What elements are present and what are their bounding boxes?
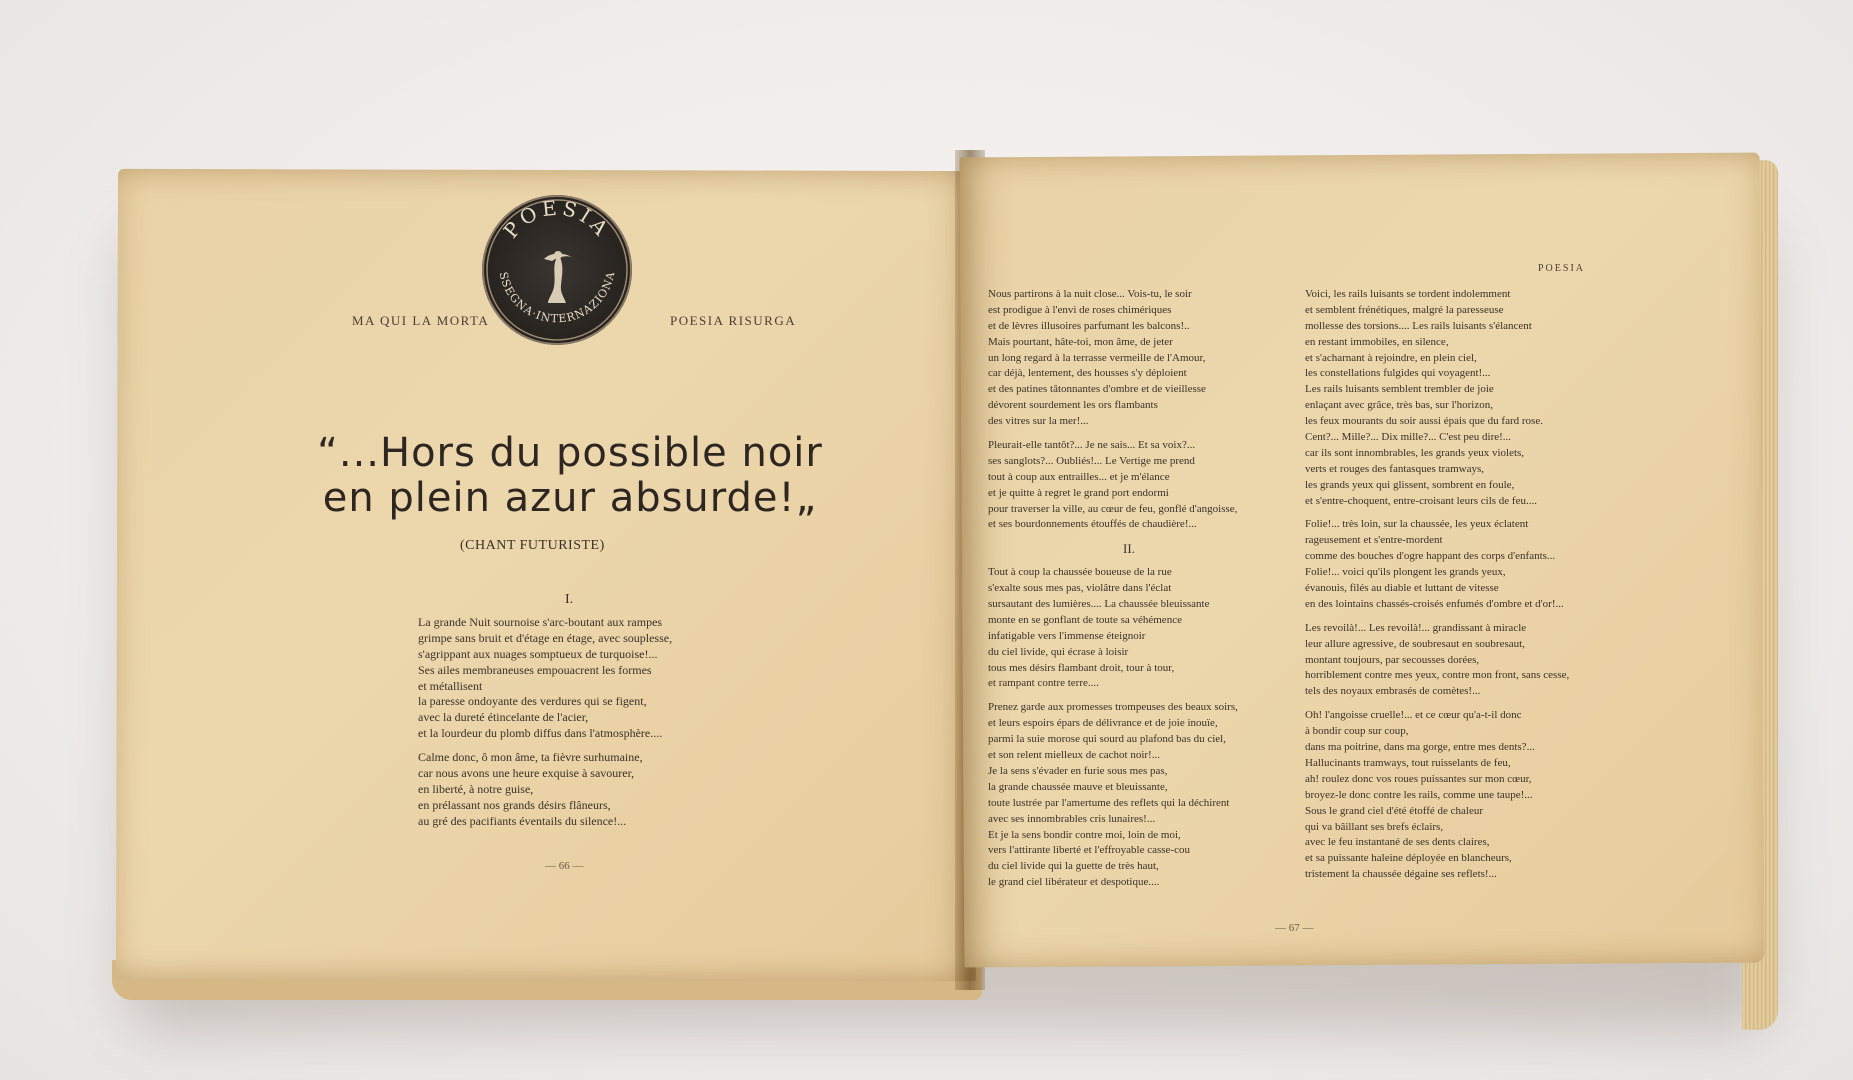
- verse-line: Folie!... voici qu'ils plongent les grands yeux,: [1305, 566, 1506, 579]
- verse-line: en liberté, à notre guise,: [418, 781, 534, 796]
- verse-line: Calme donc, ô mon âme, ta fièvre surhumaine,: [418, 750, 643, 764]
- verse-line: parmi la suie morose qui sourd au plafond bas du ciel,: [988, 733, 1226, 746]
- verse-line: des vitres sur la mer!...: [988, 415, 1089, 428]
- verse-line: enlaçant avec grâce, très bas, sur l'horizon,: [1305, 399, 1493, 412]
- svg-text:RASSEGNA·INTERNAZIONALE: SSEGNA·INTERNAZIONA: [496, 269, 618, 326]
- verse-line: et rampant contre terre....: [988, 677, 1099, 690]
- verse-line: et leurs espoirs épars de délivrance et de joie inouïe,: [988, 717, 1218, 730]
- verse-line: évanouis, filés au diable et luttant de vitesse: [1305, 582, 1499, 595]
- verse-line: mollesse des torsions.... Les rails luisants s'élancent: [1305, 319, 1532, 332]
- verse-line: ses sanglots?... Oubliés!... Le Vertige me prend: [988, 454, 1195, 467]
- verse-line: du ciel livide qui la guette de très haut,: [988, 860, 1159, 873]
- verse-line: verts et rouges des fantasques tramways,: [1305, 462, 1485, 475]
- seal-emblem-icon: [482, 195, 632, 345]
- verse-line: dévorent sourdement les ors flambants: [988, 399, 1158, 412]
- verse-line: comme des bouches d'ogre happant des corps d'enfants...: [1305, 550, 1556, 563]
- svg-text:POESIA: POESIA: [498, 195, 616, 243]
- verse-line: en des lointains chassés-croisés enfumés d'ombre et d'or!...: [1305, 597, 1564, 610]
- headline-line2: en plein azur absurde!„: [322, 475, 818, 521]
- verse-line: tout à coup aux entrailles... et je m'élance: [988, 470, 1170, 483]
- verse-line: est prodigue à l'envi de roses chimériques: [988, 303, 1172, 316]
- verse-line: les feux mourants du soir aussi épais que du fard rose.: [1305, 415, 1543, 428]
- verse-line: Oh! l'angoisse cruelle!... et ce cœur qu'a-t-il donc: [1305, 709, 1522, 722]
- verse-line: car déjà, lentement, des housses s'y déploient: [988, 367, 1187, 380]
- verse-line: montant toujours, par secousses dorées,: [1305, 653, 1480, 666]
- verse-line: un long regard à la terrasse vermeille de l'Amour,: [988, 351, 1206, 364]
- verse-line: car ils sont innombrables, les grands yeux violets,: [1305, 446, 1525, 459]
- page-number-left: — 66 —: [545, 860, 584, 872]
- verse-line: Pleurait-elle tantôt?... Je ne sais... Et sa voix?...: [988, 439, 1196, 452]
- verse-line: Voici, les rails luisants se tordent indolemment: [1305, 288, 1511, 300]
- verse-line: et son relent mielleux de cachot noir!...: [988, 749, 1160, 762]
- verse-line: et s'entre-choquent, entre-croisant leurs cils de feu....: [1305, 494, 1537, 507]
- verse-line: horriblement contre mes yeux, contre mon front, sans cesse,: [1305, 669, 1570, 682]
- verse-line: Sous le grand ciel d'été étoffé de chaleur: [1305, 804, 1484, 817]
- verse-line: et métallisent: [418, 678, 483, 693]
- verse-line: et de lèvres illusoires parfumant les balcons!..: [988, 319, 1190, 332]
- verse-line: et sa puissante haleine déployée en blancheurs,: [1305, 852, 1512, 865]
- verse-line: La grande Nuit sournoise s'arc-boutant aux rampes: [418, 615, 663, 629]
- verse-line: rageusement et s'entre-mordent: [1305, 534, 1443, 547]
- verse-line: tels des noyaux embrasés de comètes!...: [1305, 685, 1481, 698]
- verse-line: et la lourdeur du plomb diffus dans l'atmosphère....: [418, 726, 663, 741]
- motto-left: MA QUI LA MORTA: [352, 313, 490, 328]
- verse-line: du ciel livide, qui écrase à loisir: [988, 645, 1129, 658]
- stanza-1: [418, 615, 672, 742]
- verse-line: tous mes désirs flambant droit, tour à tour,: [988, 661, 1175, 674]
- verse-line: et ses bourdonnements étouffés de chaudière!...: [988, 518, 1197, 531]
- page-number-right: — 67 —: [1275, 922, 1314, 934]
- motto-right: POESIA RISURGA: [670, 313, 797, 328]
- verse-line: Nous partirons à la nuit close... Vois-tu, le soir: [988, 288, 1192, 300]
- verse-line: et des patines tâtonnantes d'ombre et de vieillesse: [988, 383, 1206, 396]
- verse-line: s'exalte sous mes pas, violâtre dans l'éclat: [988, 582, 1172, 595]
- verse-line: et s'acharnant à rejoindre, en plein ciel,: [1305, 351, 1477, 364]
- verse-line: avec le feu instantané de ses dents claires,: [1305, 836, 1490, 849]
- verse-line: la grande chaussée mauve et bleuissante,: [988, 780, 1168, 793]
- verse-line: Prenez garde aux promesses trompeuses des beaux soirs,: [988, 701, 1238, 714]
- verse-line: avec la dureté étincelante de l'acier,: [418, 710, 589, 725]
- verse-line: vers l'attirante liberté et l'effroyable casse-cou: [988, 844, 1190, 857]
- verse-line: en prélassant nos grands désirs flâneurs,: [418, 797, 611, 812]
- verse-line: dans ma poitrine, dans ma gorge, entre mes dents?...: [1305, 741, 1535, 754]
- verse-line: et je quitte à regret le grand port endormi: [988, 486, 1169, 499]
- verse-line: qui va bâillant ses brefs éclairs,: [1305, 820, 1444, 833]
- verse-line: infatigable vers l'immense éteignoir: [988, 629, 1146, 642]
- right-column-1: [988, 287, 1238, 891]
- verse-line: ah! roulez donc vos roues puissantes sur mon cœur,: [1305, 772, 1532, 785]
- verse-line: au gré des pacifiants éventails du silence!...: [418, 813, 627, 828]
- verse-line: grimpe sans bruit et d'étage en étage, avec souplesse,: [418, 630, 673, 645]
- verse-line: car nous avons une heure exquise à savourer,: [418, 765, 635, 780]
- verse-line: s'agrippant aux nuages somptueux de turquoise!...: [418, 646, 658, 661]
- verse-line: Hallucinants tramways, tout ruisselants de feu,: [1305, 756, 1511, 769]
- verse-line: les constellations fulgides qui voyagent!...: [1305, 367, 1491, 380]
- verse-line: broyez-le donc contre les rails, comme une taupe!...: [1305, 788, 1533, 801]
- poesia-seal-logo: [482, 195, 632, 345]
- running-head: POESIA: [1538, 263, 1586, 274]
- verse-line: Ses ailes membraneuses empouacrent les formes: [418, 662, 652, 677]
- headline-line1: “...Hors du possible noir: [317, 430, 823, 476]
- verse-line: Folie!... très loin, sur la chaussée, les yeux éclatent: [1305, 518, 1529, 531]
- verse-line: et semblent frénétiques, malgré la paresseuse: [1305, 303, 1504, 316]
- verse-line: Je la sens s'évader en furie sous mes pas,: [988, 764, 1168, 777]
- stanza-2: [418, 750, 643, 829]
- verse-line: en restant immobiles, en silence,: [1305, 335, 1449, 348]
- verse-line: Les rails luisants semblent trembler de joie: [1305, 383, 1494, 396]
- verse-line: avec ses innombrables cris lunaires!...: [988, 812, 1156, 825]
- verse-line: sursautant des lumières.... La chaussée bleuissante: [988, 598, 1210, 611]
- section-number-1: I.: [565, 592, 574, 607]
- section-number-2: II.: [1123, 541, 1135, 557]
- verse-line: leur allure agressive, de soubresaut en soubresaut,: [1305, 637, 1525, 650]
- verse-line: Tout à coup la chaussée boueuse de la rue: [988, 566, 1172, 579]
- verse-line: Mais pourtant, hâte-toi, mon âme, de jeter: [988, 335, 1173, 348]
- verse-line: pour traverser la ville, au cœur de feu, gonflé d'angoisse,: [988, 502, 1238, 515]
- right-column-2: [1305, 287, 1569, 883]
- verse-line: la paresse ondoyante des verdures qui se figent,: [418, 694, 647, 709]
- verse-line: les grands yeux qui glissent, sombrent en foule,: [1305, 478, 1515, 491]
- verse-line: à bondir coup sur coup,: [1305, 725, 1409, 738]
- verse-line: Et je la sens bondir contre moi, loin de moi,: [988, 828, 1181, 841]
- subtitle: (CHANT FUTURISTE): [460, 538, 605, 553]
- verse-line: toute lustrée par l'amertume des reflets qui la déchirent: [988, 796, 1230, 809]
- verse-line: monte en se gonflant de toute sa véhémence: [988, 613, 1182, 626]
- verse-line: le grand ciel libérateur et despotique....: [988, 876, 1160, 889]
- verse-line: tristement la chaussée dégaine ses reflets!...: [1305, 868, 1497, 881]
- verse-line: Les revoilà!... Les revoilà!... grandissant à miracle: [1305, 621, 1527, 634]
- verse-line: Cent?... Mille?... Dix mille?... C'est peu dire!...: [1305, 431, 1512, 444]
